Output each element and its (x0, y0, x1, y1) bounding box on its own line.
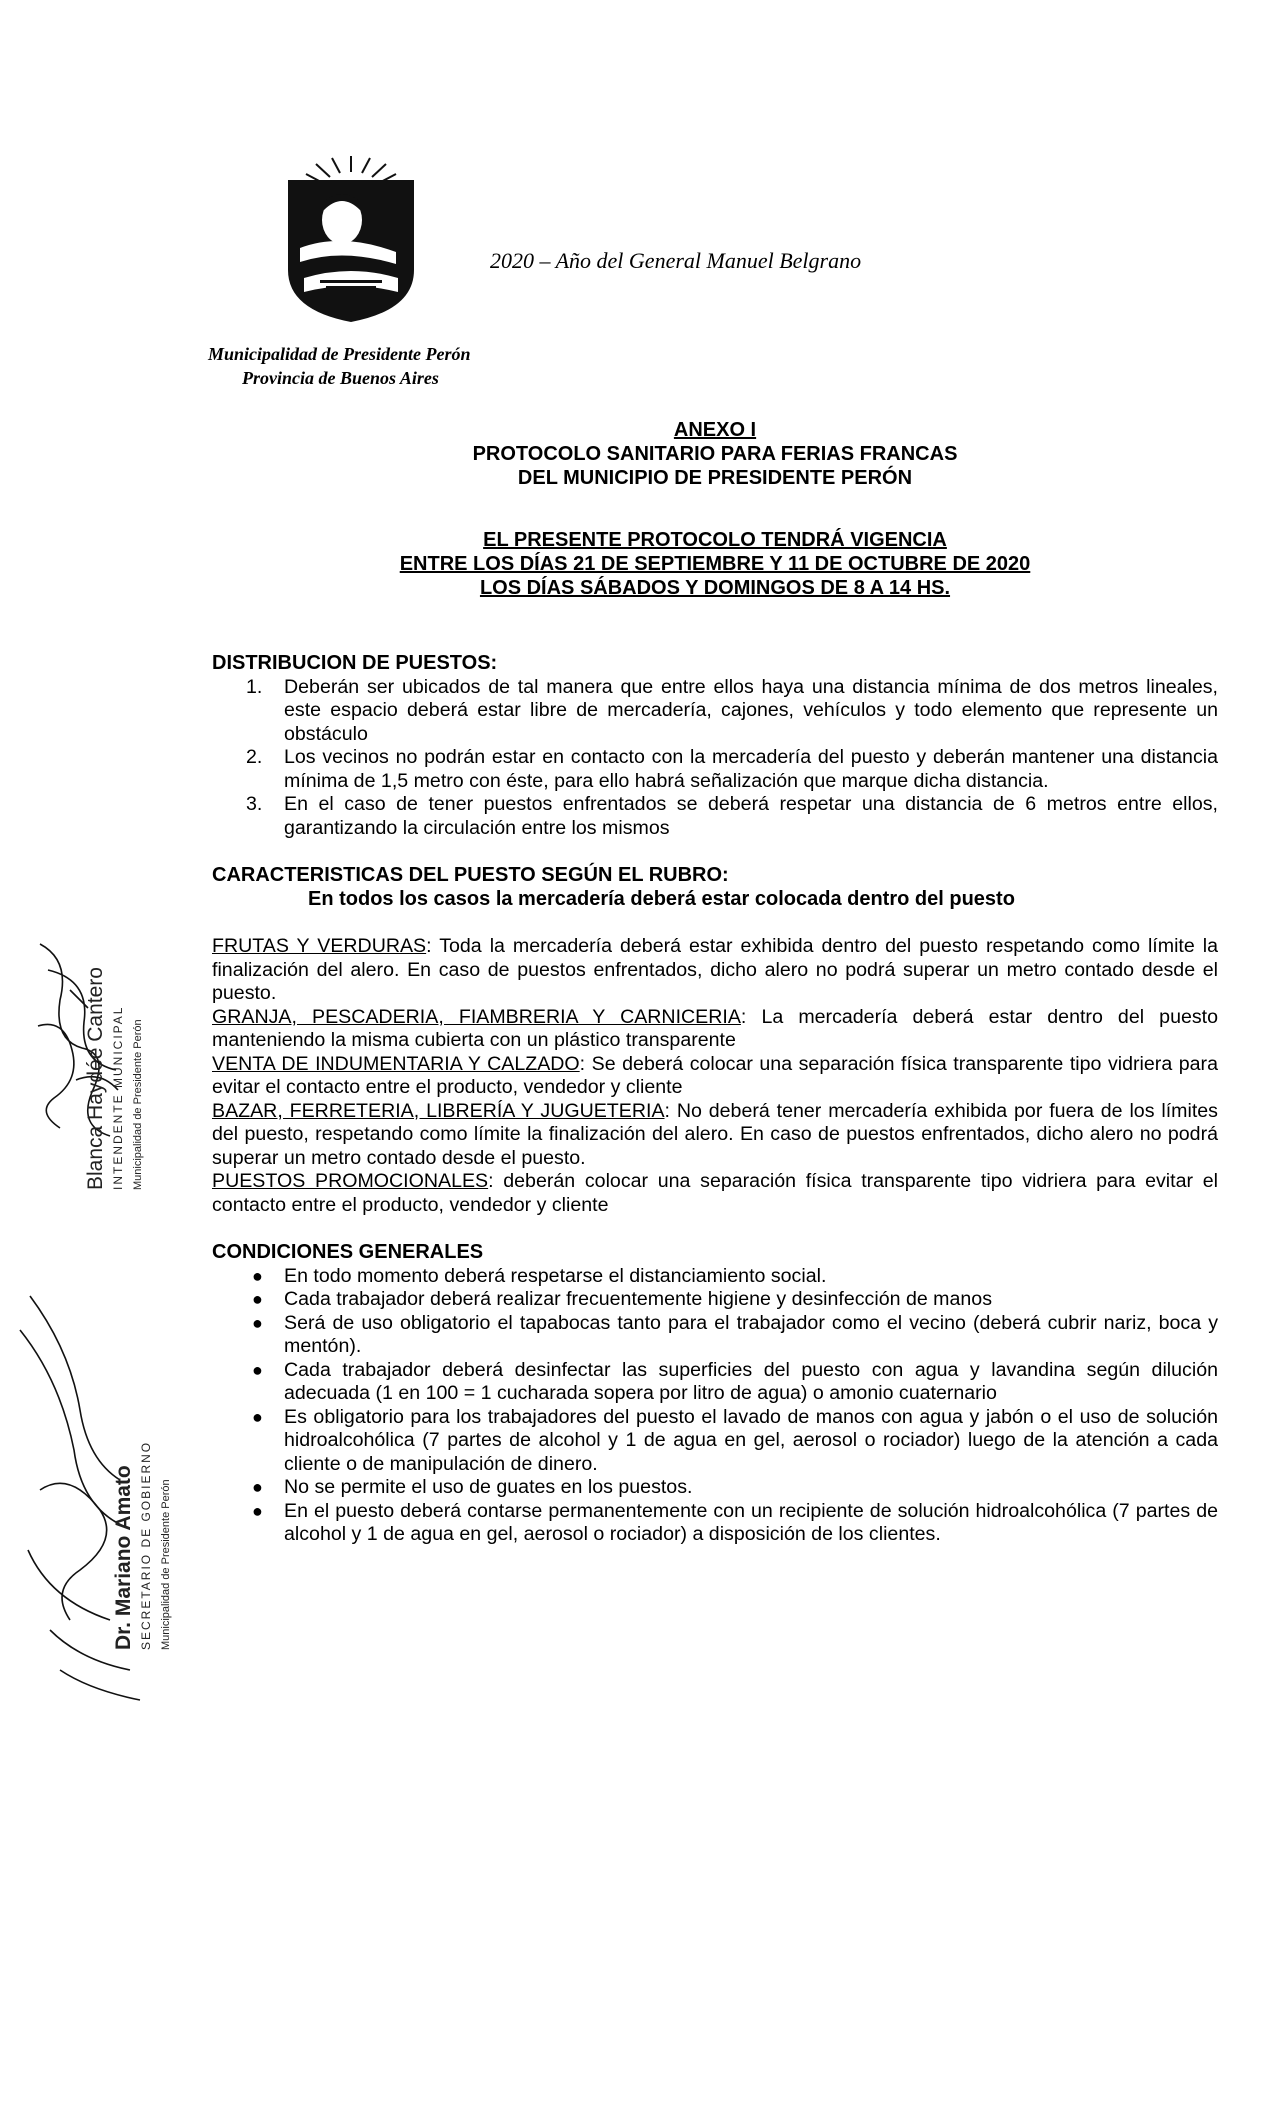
rubro-paragraph (212, 1053, 1218, 1100)
rubro-label: GRANJA, PESCADERIA, FIAMBRERIA Y CARNICERIA (212, 1005, 741, 1028)
conditions-heading: CONDICIONES GENERALES (212, 1241, 484, 1263)
annex-title (200, 418, 1230, 490)
list-item (212, 1359, 1218, 1406)
annex-label: ANEXO I (673, 419, 757, 441)
list-item (212, 746, 1218, 793)
item-number: 1. (246, 675, 263, 698)
item-text: Deberán ser ubicados de tal manera que entre ellos haya una distancia mínima de dos metros lineales, este espacio deberá estar libre de mercadería, cajones, vehículos y todo elemento que represente un obstáculo (284, 675, 1218, 745)
rubro-label: FRUTAS Y VERDURAS (212, 935, 427, 957)
bullet-icon: ● (252, 1265, 263, 1286)
municipality-block (208, 342, 471, 390)
item-text: Será de uso obligatorio el tapabocas tanto para el trabajador como el vecino (deberá cubrir nariz, boca y mentón). (284, 1311, 1218, 1357)
list-item (212, 1265, 1218, 1289)
conditions-list (212, 1265, 1218, 1547)
bullet-icon: ● (252, 1312, 263, 1333)
rubro-label: VENTA DE INDUMENTARIA Y CALZADO (212, 1052, 580, 1075)
bullet-icon: ● (252, 1500, 263, 1521)
rubro-label: PUESTOS PROMOCIONALES (212, 1170, 489, 1192)
rubro-paragraph (212, 1006, 1218, 1053)
stamp-org: Municipalidad de Presidente Perón (160, 1479, 172, 1650)
list-item (212, 676, 1218, 747)
stamp-intendente (84, 967, 148, 1190)
list-item (212, 1312, 1218, 1359)
year-slogan: 2020 – Año del General Manuel Belgrano (490, 248, 862, 273)
validity-line-3: LOS DÍAS SÁBADOS Y DOMINGOS DE 8 A 14 HS. (479, 577, 951, 599)
stamp-name: Dr. Mariano Amato (112, 1465, 135, 1650)
title-line-1: PROTOCOLO SANITARIO PARA FERIAS FRANCAS (472, 443, 958, 465)
list-item (212, 1476, 1218, 1500)
distribution-heading: DISTRIBUCION DE PUESTOS: (212, 652, 498, 674)
bullet-icon: ● (252, 1406, 263, 1427)
item-text: En el caso de tener puestos enfrentados se deberá respetar una distancia de 6 metros entre ellos, garantizando la circulación entre los mismos (284, 793, 1218, 839)
title-line-2: DEL MUNICIPIO DE PRESIDENTE PERÓN (517, 467, 913, 489)
item-text: Cada trabajador deberá realizar frecuentemente higiene y desinfección de manos (284, 1288, 992, 1310)
province-name: Provincia de Buenos Aires (242, 368, 439, 388)
bullet-icon: ● (252, 1477, 263, 1497)
rubro-text: : Se deberá colocar una separación física transparente tipo vidriera para evitar el contacto entre el producto, vendedor y cliente (212, 1052, 1218, 1098)
validity-line-1: EL PRESENTE PROTOCOLO TENDRÁ VIGENCIA (483, 529, 947, 551)
stamp-org: Municipalidad de Presidente Perón (132, 1019, 144, 1190)
list-item (212, 1288, 1218, 1312)
bullet-icon: ● (252, 1289, 263, 1309)
item-text: Los vecinos no podrán estar en contacto con la mercadería del puesto y deberán mantener una distancia mínima de 1,5 metro con éste, para ello habrá señalización que marque dicha distancia. (284, 746, 1218, 792)
rubro-text: : La mercadería deberá estar dentro del puesto manteniendo la misma cubierta con un plástico transparente (212, 1005, 1219, 1051)
item-text: En todo momento deberá respetarse el distanciamiento social. (284, 1264, 827, 1287)
stamp-secretario (112, 1441, 176, 1650)
stamp-title: INTENDENTE MUNICIPAL (111, 1005, 125, 1190)
municipality-name: Municipalidad de Presidente Perón (208, 344, 471, 364)
validity-block (200, 528, 1230, 600)
item-number: 3. (246, 793, 263, 815)
rubro-paragraph (212, 1100, 1218, 1171)
document-body (212, 652, 1218, 1547)
list-item (212, 793, 1218, 840)
rubro-paragraph (212, 935, 1218, 1006)
characteristics-heading: CARACTERISTICAS DEL PUESTO SEGÚN EL RUBRO: (212, 864, 729, 886)
item-number: 2. (246, 746, 263, 768)
rubro-text: : Toda la mercadería deberá estar exhibida dentro del puesto respetando como límite la finalización del alero. En caso de puestos enfrentados, dicho alero no podrá superar un metro contado desde el puesto. (212, 935, 1219, 1004)
list-item (212, 1406, 1218, 1477)
validity-line-2: ENTRE LOS DÍAS 21 DE SEPTIEMBRE Y 11 DE OCTUBRE DE 2020 (399, 553, 1031, 575)
list-item (212, 1500, 1218, 1547)
characteristics-subheading: En todos los casos la mercadería deberá estar colocada dentro del puesto (308, 887, 1015, 910)
item-text: En el puesto deberá contarse permanentemente con un recipiente de solución hidroalcohólica (7 partes de alcohol y 1 de agua en gel, aerosol o rociador) a disposición de los clientes. (284, 1499, 1218, 1545)
item-text: No se permite el uso de guates en los puestos. (284, 1476, 693, 1498)
rubro-text: : No deberá tener mercadería exhibida por fuera de los límites del puesto, respetando como límite la finalización del alero. En caso de puestos enfrentados, dicho alero no podrá superar un metro contado desde el puesto. (212, 1099, 1218, 1169)
distribution-list (212, 676, 1218, 841)
rubro-paragraph (212, 1170, 1218, 1217)
stamp-name: Blanca Haydée Cantero (84, 967, 107, 1190)
item-text: Cada trabajador deberá desinfectar las superficies del puesto con agua y lavandina según dilución adecuada (1 en 100 = 1 cucharada sopera por litro de agua) o amonio cuaternario (284, 1358, 1218, 1404)
stamp-title: SECRETARIO DE GOBIERNO (139, 1440, 153, 1650)
bullet-icon: ● (252, 1359, 263, 1380)
rubro-text: : deberán colocar una separación física transparente tipo vidriera para evitar el contacto entre el producto, vendedor y cliente (212, 1170, 1218, 1216)
rubro-label: BAZAR, FERRETERIA, LIBRERÍA Y JUGUETERIA (212, 1099, 665, 1122)
item-text: Es obligatorio para los trabajadores del puesto el lavado de manos con agua y jabón o el uso de solución hidroalcohólica (7 partes de alcohol y 1 de agua en gel, aerosol o rociador) luego de la atención a cada cliente o de manipulación de dinero. (284, 1405, 1218, 1475)
municipal-seal (280, 152, 422, 324)
